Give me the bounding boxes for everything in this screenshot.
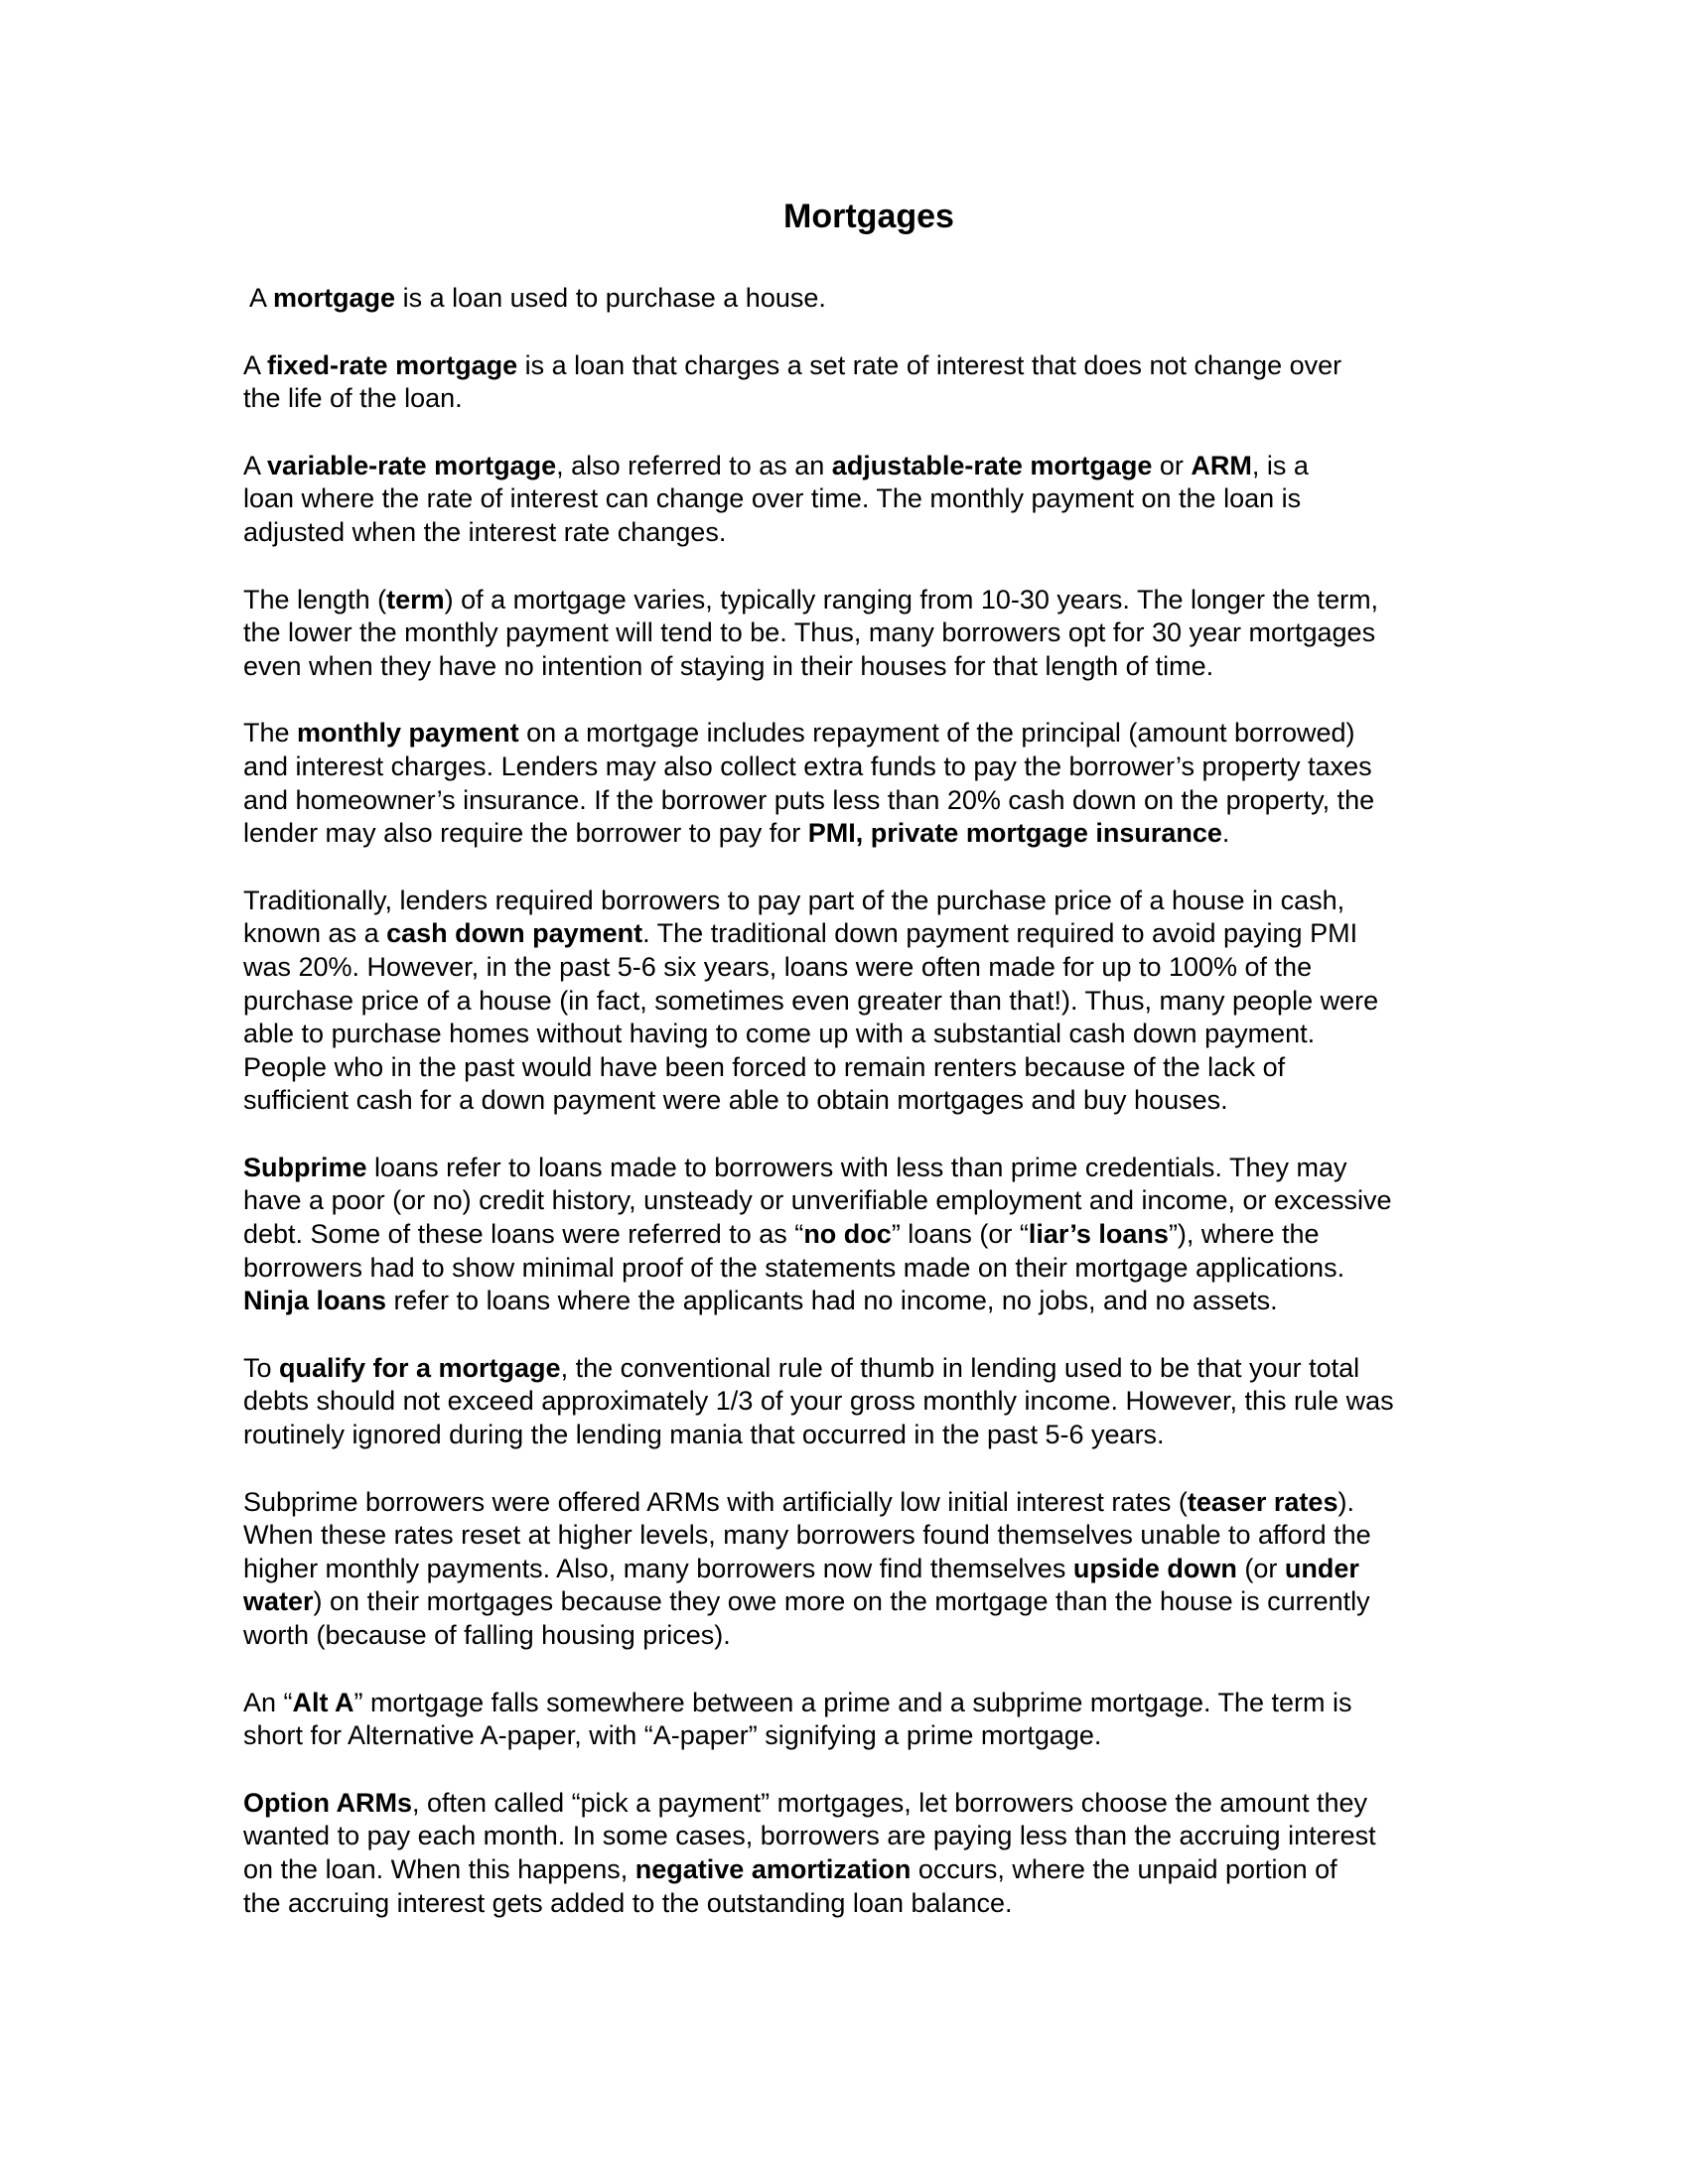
bold-term: under — [1284, 1553, 1359, 1583]
paragraph-3 — [243, 450, 1494, 550]
bold-term: monthly payment — [297, 718, 519, 749]
text-run: adjusted when the interest rate changes. — [243, 516, 727, 547]
text-line — [243, 482, 1494, 516]
text-line — [243, 1887, 1494, 1921]
text-line — [243, 717, 1494, 751]
text-line — [243, 282, 1494, 316]
text-run: sufficient cash for a down payment were able to obtain mortgages and buy houses. — [243, 1085, 1228, 1116]
bold-term: upside down — [1072, 1553, 1237, 1583]
text-run: ”), where the — [1168, 1219, 1320, 1250]
text-run: ” loans (or “ — [891, 1219, 1029, 1250]
text-line — [243, 751, 1494, 784]
text-line — [243, 1084, 1494, 1118]
text-line — [243, 349, 1494, 383]
text-run: An “ — [243, 1687, 293, 1717]
text-run: was 20%. However, in the past 5-6 six years, loans were often made for up to 100% of the — [243, 951, 1313, 982]
paragraph-8 — [243, 1352, 1494, 1452]
text-run: To — [243, 1352, 280, 1383]
paragraph-6 — [243, 885, 1494, 1118]
bold-term: Ninja loans — [243, 1286, 387, 1316]
bold-term: Alt A — [292, 1687, 354, 1717]
document-content — [243, 197, 1494, 1954]
bold-term: variable-rate mortgage — [267, 450, 557, 480]
text-line — [243, 817, 1494, 851]
text-line — [243, 1018, 1494, 1051]
text-run: wanted to pay each month. In some cases, borrowers are paying less than the accruing interest — [243, 1821, 1376, 1851]
text-line — [243, 1385, 1494, 1419]
page-title: Mortgages — [783, 198, 954, 235]
text-line — [243, 1687, 1494, 1720]
paragraph-1 — [243, 282, 1494, 316]
text-run: is a loan used to purchase a house. — [395, 283, 826, 313]
text-run: A — [243, 283, 274, 313]
text-run: debts should not exceed approximately 1/3 of your gross monthly income. However, this rule was — [243, 1386, 1394, 1417]
bold-term: PMI, private mortgage insurance — [807, 818, 1222, 849]
text-line — [243, 985, 1494, 1019]
text-run: and interest charges. Lenders may also collect extra funds to pay the borrower’s property taxes — [243, 751, 1372, 781]
paragraph-10 — [243, 1687, 1494, 1753]
text-line — [243, 1585, 1494, 1619]
text-line — [243, 1553, 1494, 1586]
bold-term: mortgage — [273, 283, 396, 313]
bold-term: qualify for a mortgage — [279, 1352, 561, 1383]
text-run: , often called “pick a payment” mortgages, let borrowers choose the amount they — [411, 1787, 1367, 1818]
text-line — [243, 1184, 1494, 1218]
bold-term: Subprime — [243, 1152, 367, 1182]
bold-term: teaser rates — [1187, 1486, 1338, 1517]
text-run: routinely ignored during the lending mania that occurred in the past 5-6 years. — [243, 1420, 1165, 1450]
text-line — [243, 784, 1494, 818]
text-run: loan where the rate of interest can change over time. The monthly payment on the loan is — [243, 483, 1302, 514]
text-run: the accruing interest gets added to the outstanding loan balance. — [243, 1887, 1013, 1918]
paragraph-9 — [243, 1486, 1494, 1653]
paragraph-5 — [243, 717, 1494, 850]
text-line — [243, 616, 1494, 650]
text-line — [243, 1352, 1494, 1386]
text-line — [243, 1152, 1494, 1185]
text-run: (or — [1236, 1553, 1285, 1583]
text-run: or — [1152, 450, 1192, 480]
text-line — [243, 1519, 1494, 1553]
bold-term: water — [243, 1586, 314, 1617]
text-run: known as a — [243, 918, 387, 949]
text-run: , also referred to as an — [556, 450, 832, 480]
text-run: A — [243, 450, 268, 480]
text-run: have a poor (or no) credit history, unsteady or unverifiable employment and income, or excessive — [243, 1185, 1392, 1216]
text-line — [243, 1218, 1494, 1252]
text-line — [243, 650, 1494, 684]
text-run: A — [243, 349, 268, 380]
text-line — [243, 450, 1494, 483]
paragraph-2 — [243, 349, 1494, 416]
text-run: ) of a mortgage varies, typically ranging from 10-30 years. The longer the term, — [444, 584, 1379, 614]
paragraph-4 — [243, 584, 1494, 684]
bold-term: term — [386, 584, 445, 614]
text-line — [243, 951, 1494, 985]
text-run: ). — [1337, 1486, 1354, 1517]
text-run: . — [1221, 818, 1230, 849]
text-line — [243, 1419, 1494, 1452]
text-run: loans refer to loans made to borrowers with less than prime credentials. They may — [366, 1152, 1347, 1182]
text-run: able to purchase homes without having to come up with a substantial cash down payment. — [243, 1019, 1316, 1049]
text-run: the lower the monthly payment will tend to be. Thus, many borrowers opt for 30 year mortgages — [243, 617, 1376, 648]
text-run: Traditionally, lenders required borrowers to pay part of the purchase price of a house in cash, — [243, 885, 1345, 915]
text-run: , is a — [1251, 450, 1309, 480]
text-run: higher monthly payments. Also, many borrowers now find themselves — [243, 1553, 1073, 1583]
text-run: purchase price of a house (in fact, sometimes even greater than that!). Thus, many people were — [243, 985, 1379, 1016]
text-line — [243, 1252, 1494, 1286]
bold-term: liar’s loans — [1028, 1219, 1169, 1250]
text-run: ” mortgage falls somewhere between a prime and a subprime mortgage. The term is — [353, 1687, 1352, 1717]
text-run: . The traditional down payment required to avoid paying PMI — [642, 918, 1358, 949]
bold-term: negative amortization — [634, 1853, 912, 1884]
text-run: debt. Some of these loans were referred to as “ — [243, 1219, 804, 1250]
bold-term: no doc — [803, 1219, 892, 1250]
text-run: When these rates reset at higher levels, many borrowers found themselves unable to afford the — [243, 1520, 1371, 1551]
text-run: lender may also require the borrower to pay for — [243, 818, 808, 849]
text-line — [243, 1486, 1494, 1520]
text-run: ) on their mortgages because they owe more on the mortgage than the house is currently — [313, 1586, 1370, 1617]
text-run: occurs, where the unpaid portion of — [911, 1853, 1337, 1884]
text-run: short for Alternative A-paper, with “A-paper” signifying a prime mortgage. — [243, 1720, 1102, 1751]
text-line — [243, 1787, 1494, 1821]
text-run: is a loan that charges a set rate of interest that does not change over — [517, 349, 1342, 380]
text-run: refer to loans where the applicants had no income, no jobs, and no assets. — [386, 1286, 1278, 1316]
text-run: worth (because of falling housing prices). — [243, 1620, 731, 1650]
text-line — [243, 516, 1494, 550]
text-line — [243, 382, 1494, 416]
bold-term: Option ARMs — [243, 1787, 412, 1818]
text-run: , the conventional rule of thumb in lending used to be that your total — [560, 1352, 1360, 1383]
text-line — [243, 584, 1494, 617]
paragraph-11 — [243, 1787, 1494, 1920]
text-line — [243, 1619, 1494, 1653]
bold-term: adjustable-rate mortgage — [831, 450, 1153, 480]
text-run: The length ( — [243, 584, 387, 614]
text-line — [243, 917, 1494, 951]
text-line — [243, 1820, 1494, 1853]
text-line — [243, 1051, 1494, 1085]
bold-term: ARM — [1191, 450, 1252, 480]
bold-term: fixed-rate mortgage — [267, 349, 518, 380]
text-run: even when they have no intention of staying in their houses for that length of time. — [243, 650, 1214, 681]
paragraphs — [243, 282, 1494, 1920]
bold-term: cash down payment — [386, 918, 643, 949]
text-run: Subprime borrowers were offered ARMs with artificially low initial interest rates ( — [243, 1486, 1188, 1517]
text-run: People who in the past would have been forced to remain renters because of the lack of — [243, 1051, 1286, 1082]
paragraph-7 — [243, 1152, 1494, 1318]
text-run: borrowers had to show minimal proof of the statements made on their mortgage applications. — [243, 1252, 1345, 1283]
text-run: and homeowner’s insurance. If the borrower puts less than 20% cash down on the property, the — [243, 784, 1375, 815]
text-line — [243, 1719, 1494, 1753]
text-line — [243, 1853, 1494, 1887]
text-run: The — [243, 718, 298, 749]
text-line — [243, 885, 1494, 918]
text-run: on the loan. When this happens, — [243, 1853, 635, 1884]
text-run: the life of the loan. — [243, 383, 463, 414]
text-line — [243, 1285, 1494, 1318]
text-run: on a mortgage includes repayment of the principal (amount borrowed) — [518, 718, 1355, 749]
